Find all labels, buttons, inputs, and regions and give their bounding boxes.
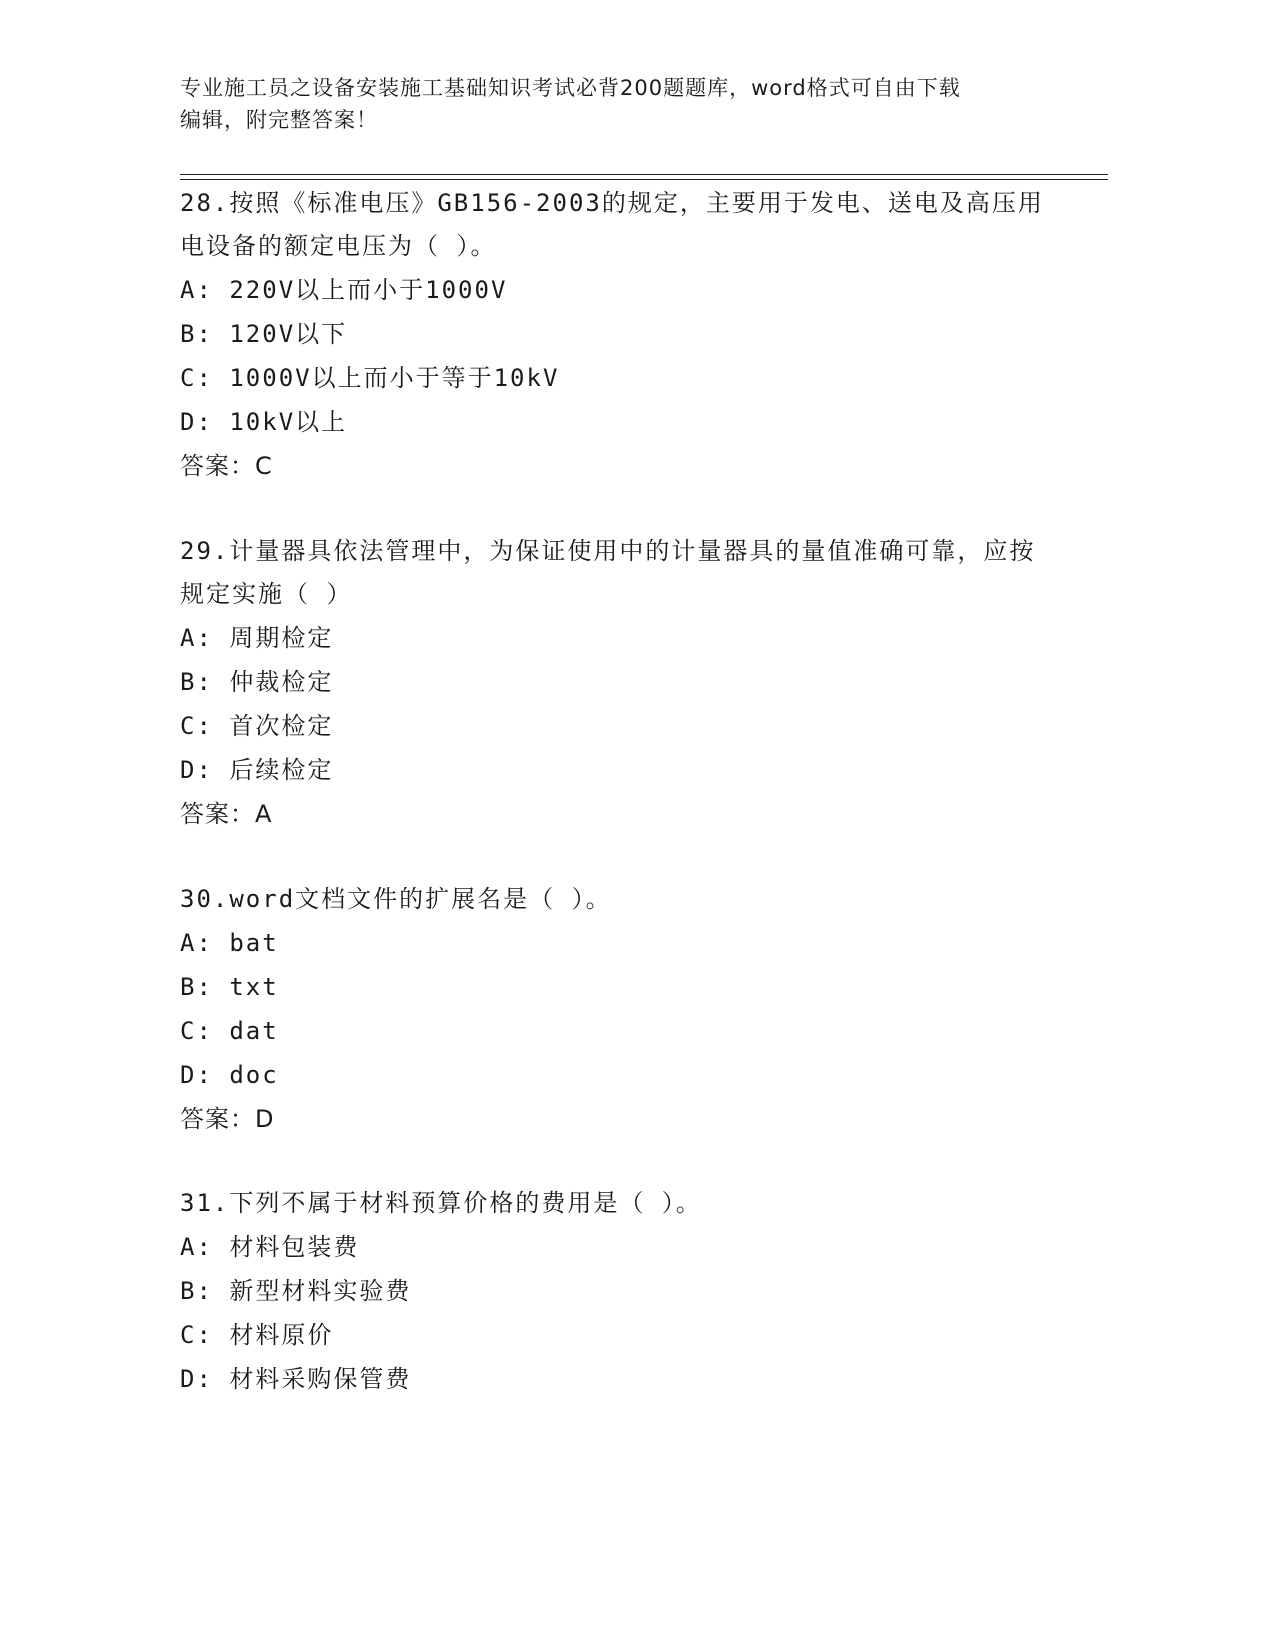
answer: 答案：D: [180, 1105, 275, 1133]
option-c: C: 材料原价: [180, 1321, 334, 1349]
question-29: [180, 530, 1080, 836]
option-a: A: bat: [180, 929, 279, 957]
answer: 答案：C: [180, 452, 273, 480]
answer: 答案：A: [180, 800, 273, 828]
header-line-1: 专业施工员之设备安装施工基础知识考试必背200题题库，word格式可自由下载: [180, 76, 961, 100]
option-d: D: 材料采购保管费: [180, 1365, 412, 1393]
option-b: B: 新型材料实验费: [180, 1277, 412, 1305]
option-c: C: dat: [180, 1017, 279, 1045]
question-stem: 29.计量器具依法管理中，为保证使用中的计量器具的量值准确可靠，应按规定实施（ ）: [180, 537, 1036, 608]
question-31: [180, 1182, 1080, 1401]
option-c: C: 首次检定: [180, 712, 334, 740]
option-a: A: 周期检定: [180, 624, 334, 652]
question-stem: 30.word文档文件的扩展名是（ ）。: [180, 885, 612, 913]
option-b: B: 仲裁检定: [180, 668, 334, 696]
option-b: B: 120V以下: [180, 320, 348, 348]
option-d: D: doc: [180, 1061, 279, 1089]
option-a: A: 材料包装费: [180, 1233, 360, 1261]
option-d: D: 后续检定: [180, 756, 334, 784]
question-28: [180, 182, 1080, 488]
question-stem: 28.按照《标准电压》GB156-2003的规定，主要用于发电、送电及高压用电设备的额定电压为（ ）。: [180, 189, 1044, 260]
option-a: A: 220V以上而小于1000V: [180, 276, 508, 304]
header-divider-bottom: [180, 179, 1108, 180]
question-30: [180, 878, 1080, 1141]
option-c: C: 1000V以上而小于等于10kV: [180, 364, 560, 392]
question-stem: 31.下列不属于材料预算价格的费用是（ ）。: [180, 1189, 702, 1217]
option-b: B: txt: [180, 973, 279, 1001]
option-d: D: 10kV以上: [180, 408, 348, 436]
header-line-2: 编辑，附完整答案！: [180, 108, 378, 132]
header-divider-top: [180, 174, 1108, 175]
document-header: [180, 72, 1060, 136]
